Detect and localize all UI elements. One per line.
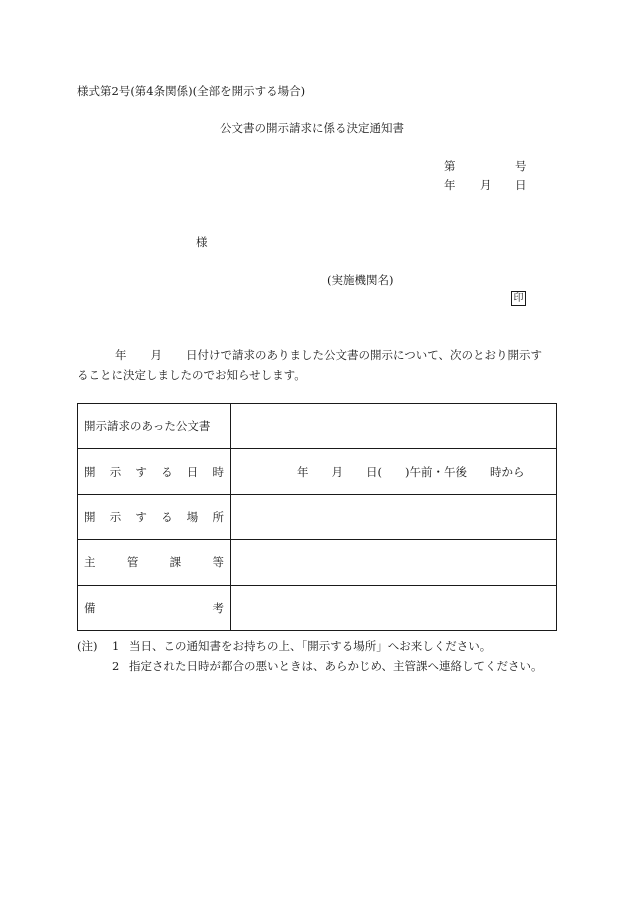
note-number: 1 [112, 639, 120, 653]
label-char: 等 [212, 555, 224, 570]
note-text: 指定された日時が都合の悪いときは、あらかじめ、主管課へ連絡してください。 [129, 659, 543, 673]
table-row [78, 540, 557, 585]
table-value-disclosure-datetime: 年 月 日( )午前・午後 時から [231, 449, 557, 494]
table-label-requested-document: 開示請求のあった公文書 [78, 404, 231, 449]
table-row [78, 449, 557, 494]
table-row [78, 494, 557, 539]
label-char: 日 [186, 464, 199, 479]
table-label-disclosure-place [78, 494, 231, 539]
table-value-responsible-section [231, 540, 557, 585]
label-char: す [135, 464, 147, 479]
date-month-label: 月 [480, 178, 492, 192]
label-char: 考 [212, 600, 224, 615]
table-label-remarks [78, 585, 231, 630]
table-row [78, 404, 557, 449]
notes-label: (注) [77, 639, 98, 653]
reference-number-prefix: 第 [444, 159, 456, 173]
note-number: 2 [112, 659, 120, 673]
label-char: す [135, 509, 147, 524]
body-text-line-2: ることに決定しましたのでお知らせします。 [77, 368, 306, 382]
label-char: 課 [169, 555, 182, 570]
label-char: 開 [84, 509, 96, 524]
table-row [78, 585, 557, 630]
label-char: る [161, 509, 173, 524]
table-label-responsible-section [78, 540, 231, 585]
disclosure-info-table [77, 403, 557, 631]
label-char: 示 [109, 464, 122, 479]
label-char: る [161, 464, 173, 479]
table-value-requested-document [231, 404, 557, 449]
form-number: 様式第2号(第4条関係)(全部を開示する場合) [77, 84, 306, 98]
body-text-rest: 日付けで請求のありました公文書の開示について、次のとおり開示す [186, 348, 543, 362]
label-char: 所 [212, 509, 224, 524]
label-char: 場 [186, 509, 199, 524]
date-day-label: 日 [515, 178, 527, 192]
document-title: 公文書の開示請求に係る決定通知書 [220, 121, 404, 135]
label-char: 示 [109, 509, 122, 524]
table-label-disclosure-datetime [78, 449, 231, 494]
label-char: 備 [84, 600, 96, 615]
agency-name: (実施機関名) [327, 273, 394, 287]
table-value-remarks [231, 585, 557, 630]
reference-number-suffix: 号 [515, 159, 527, 173]
label-char: 主 [84, 555, 96, 570]
note-text: 当日、この通知書をお持ちの上、「開示する場所」へお来しください。 [129, 639, 492, 653]
label-char: 管 [126, 555, 139, 570]
body-year-label: 年 [115, 348, 127, 362]
date-year-label: 年 [444, 178, 456, 192]
label-char: 開 [84, 464, 96, 479]
body-text-line-1 [77, 350, 542, 362]
table-value-disclosure-place [231, 494, 557, 539]
body-month-label: 月 [150, 348, 162, 362]
label-char: 時 [212, 464, 224, 479]
addressee-honorific: 様 [196, 235, 208, 249]
seal-mark: 印 [511, 291, 526, 306]
